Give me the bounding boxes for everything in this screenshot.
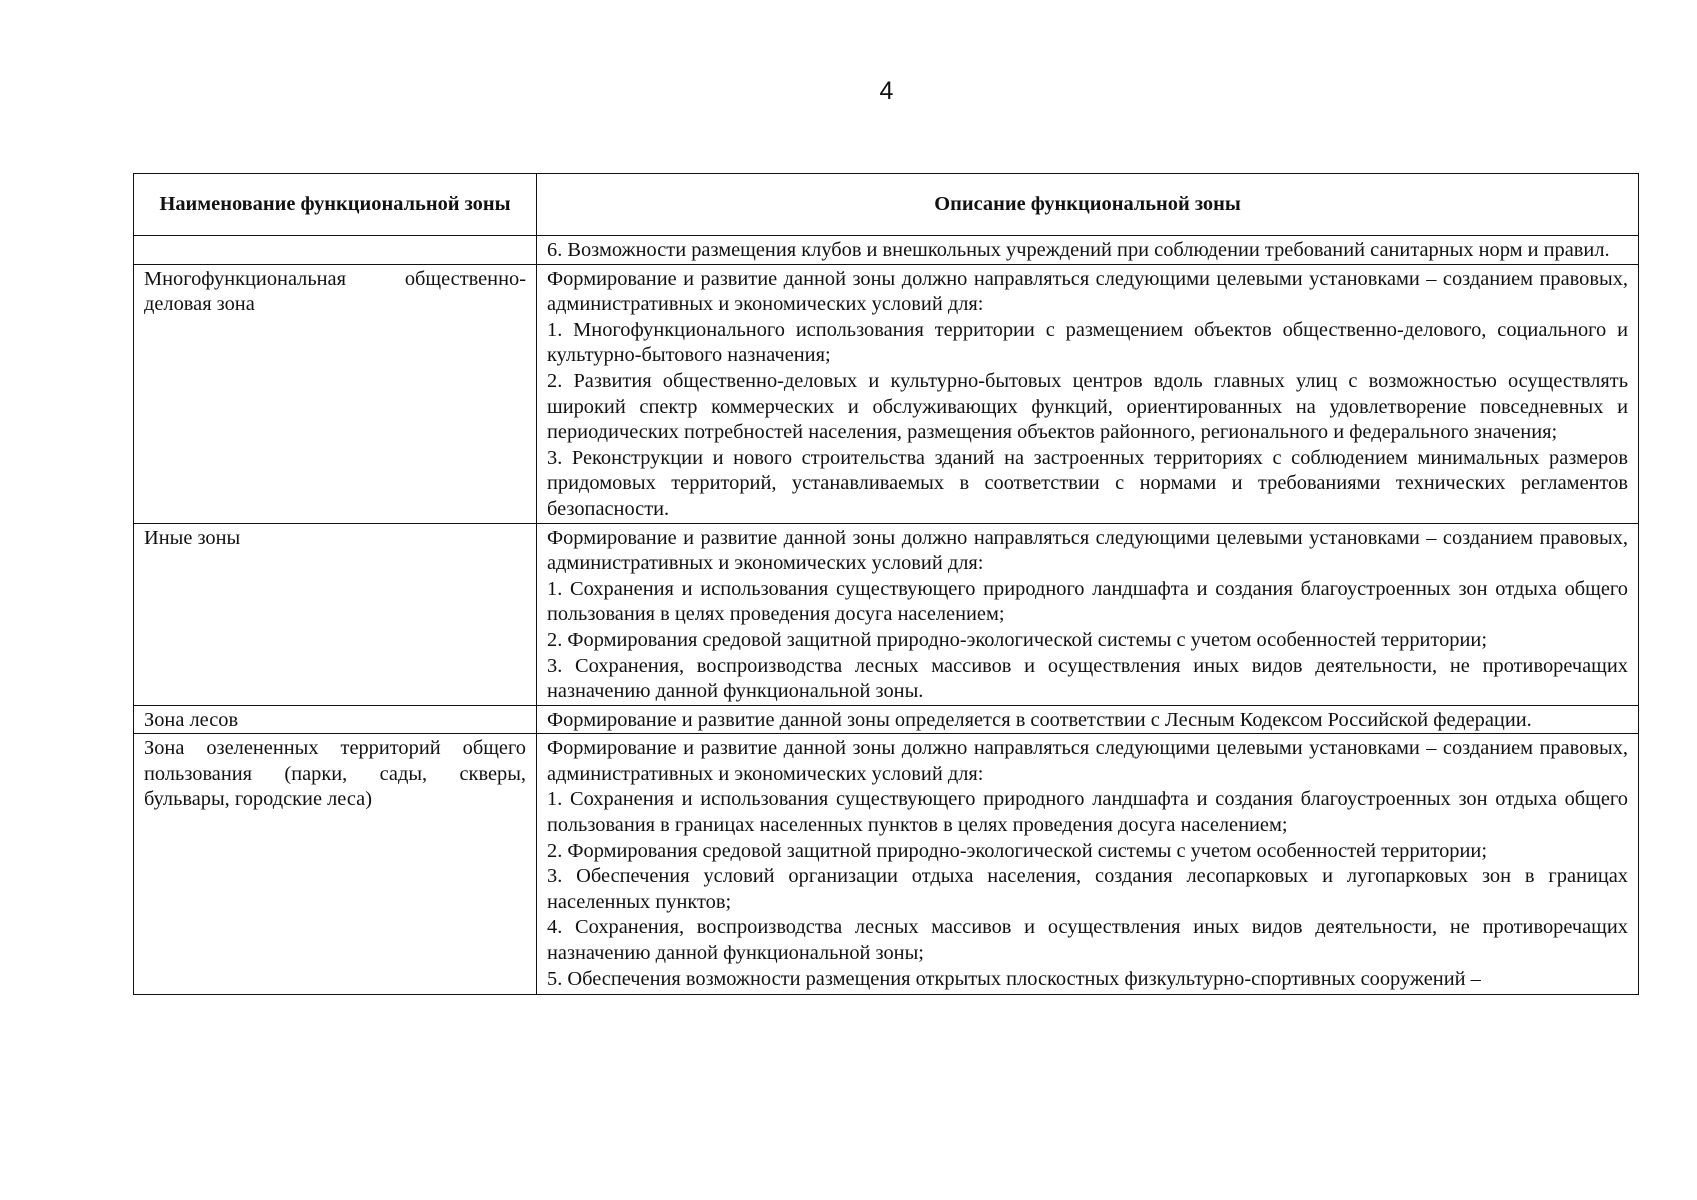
table-body	[134, 236, 1639, 995]
table-header	[134, 174, 1639, 236]
zone-name-cell	[134, 236, 537, 265]
description-paragraph: 2. Развития общественно-деловых и культурно-бытовых центров вдоль главных улиц с возможностью осуществлять широкий спектр коммерческих и обслуживающих функций, ориентированных на удовлетворение повседневных и периодических потребностей населения, размещения объектов районного, регионального и федерального значения;	[547, 369, 1628, 444]
zone-description-cell	[537, 264, 1639, 523]
table-row	[134, 734, 1639, 995]
description-paragraph: 2. Формирования средовой защитной природно-экологической системы с учетом особенностей территории;	[547, 628, 1487, 651]
description-paragraph: 1. Сохранения и использования существующего природного ландшафта и создания благоустроенных зон отдыха общего пользования в целях проведения досуга населением;	[547, 577, 1628, 626]
description-paragraph: 4. Сохранения, воспроизводства лесных массивов и осуществления иных видов деятельности, не противоречащих назначению данной функциональной зоны;	[547, 916, 1628, 965]
table-row	[134, 705, 1639, 734]
description-paragraph: 3. Сохранения, воспроизводства лесных массивов и осуществления иных видов деятельности, не противоречащих назначению данной функциональной зоны.	[547, 654, 1628, 703]
zone-description-cell	[537, 236, 1639, 265]
zone-name-cell: Зона озелененных территорий общего пользования (парки, сады, скверы, бульвары, городские леса)	[134, 734, 537, 995]
table-row	[134, 264, 1639, 523]
description-paragraph: Формирование и развитие данной зоны должно направляться следующими целевыми установками – созданием правовых, административных и экономических условий для:	[547, 526, 1628, 575]
description-paragraph: 5. Обеспечения возможности размещения открытых плоскостных физкультурно-спортивных сооружений –	[547, 967, 1481, 990]
zone-description-cell	[537, 734, 1639, 995]
description-paragraph: Формирование и развитие данной зоны определяется в соответствии с Лесным Кодексом Российской федерации.	[547, 708, 1532, 731]
page-number: 4	[879, 77, 894, 105]
header-zone-description: Описание функциональной зоны	[537, 174, 1639, 236]
description-paragraph: 2. Формирования средовой защитной природно-экологической системы с учетом особенностей территории;	[547, 839, 1487, 862]
description-paragraph: Формирование и развитие данной зоны должно направляться следующими целевыми установками – созданием правовых, административных и экономических условий для:	[547, 737, 1628, 785]
description-paragraph: 1. Сохранения и использования существующего природного ландшафта и создания благоустроенных зон отдыха общего пользования в границах населенных пунктов в целях проведения досуга населением;	[547, 788, 1628, 837]
description-paragraph: 1. Многофункционального использования территории с размещением объектов общественно-делового, социального и культурно-бытового назначения;	[547, 318, 1628, 367]
zone-description-cell	[537, 523, 1639, 705]
functional-zones-table	[133, 173, 1639, 995]
header-zone-name: Наименование функциональной зоны	[134, 174, 537, 236]
description-paragraph: Формирование и развитие данной зоны должно направляться следующими целевыми установками – созданием правовых, административных и экономических условий для:	[547, 267, 1628, 316]
zone-name-cell: Зона лесов	[134, 705, 537, 734]
description-paragraph: 6. Возможности размещения клубов и внешкольных учреждений при соблюдении требований санитарных норм и правил.	[547, 239, 1610, 261]
description-paragraph: 3. Обеспечения условий организации отдыха населения, создания лесопарковых и лугопарковых зон в границах населенных пунктов;	[547, 865, 1628, 913]
zone-name-cell: Иные зоны	[134, 523, 537, 705]
table-row	[134, 236, 1639, 265]
table-header-row	[134, 174, 1639, 236]
zone-name-cell: Многофункциональная общественно-деловая зона	[134, 264, 537, 523]
table-row	[134, 523, 1639, 705]
description-paragraph: 3. Реконструкции и нового строительства зданий на застроенных территориях с соблюдением минимальных размеров придомовых территорий, устанавливаемых в соответствии с нормами и требованиями технических регламентов безопасности.	[547, 446, 1628, 520]
zone-description-cell	[537, 705, 1639, 734]
